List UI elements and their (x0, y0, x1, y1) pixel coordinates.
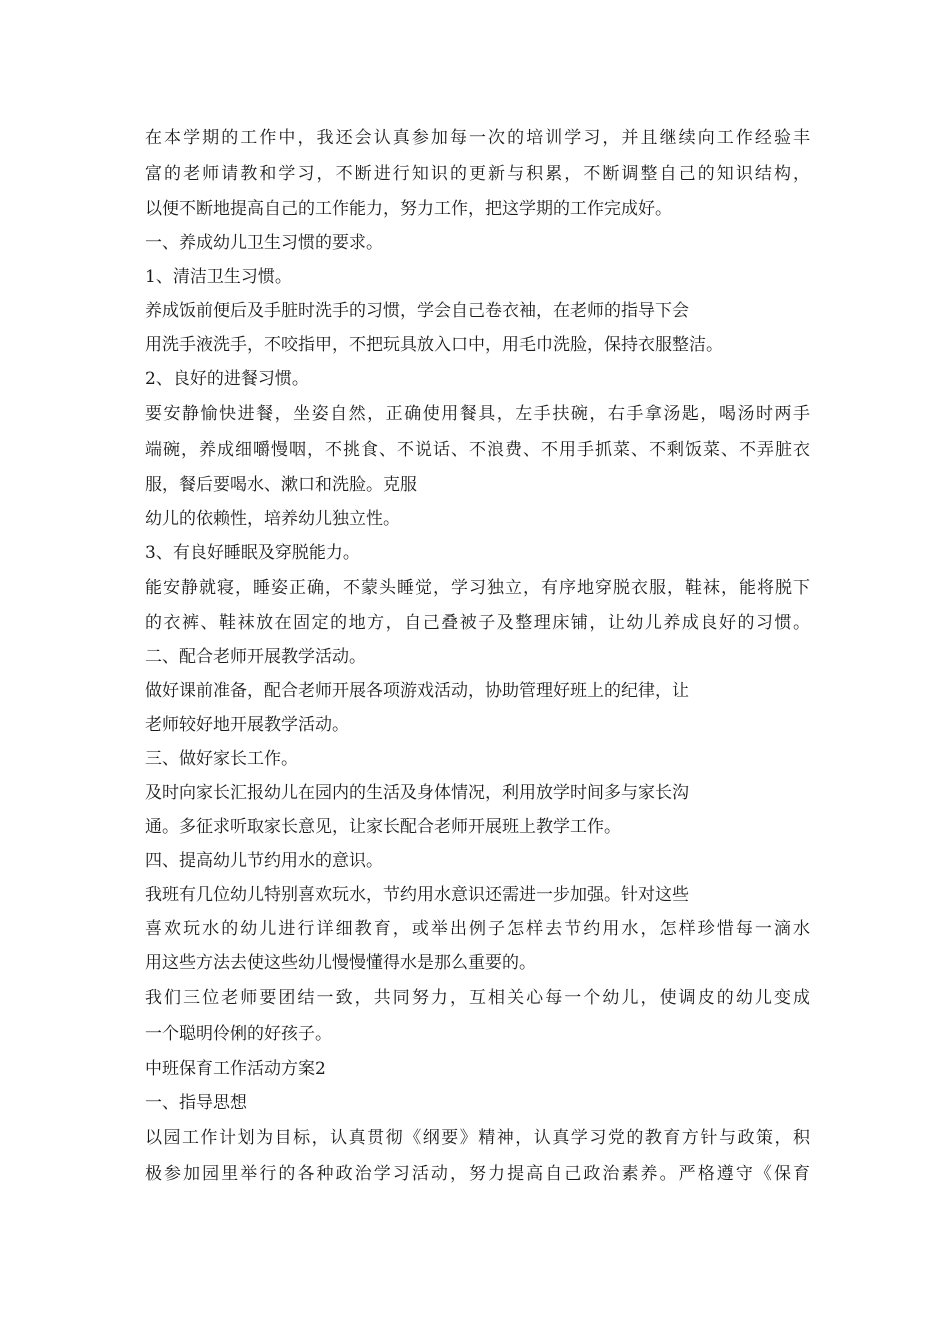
text-line-24: 喜欢玩水的幼儿进行详细教育，或举出例子怎样去节约用水，怎样珍惜每一滴水 (145, 919, 810, 939)
text-line-27: 一个聪明伶俐的好孩子。 (145, 1024, 332, 1044)
section-heading-3: 三、做好家长工作。 (145, 749, 298, 769)
text-line-31: 极参加园里举行的各种政治学习活动，努力提高自己政治素养。严格遵守《保育 (145, 1164, 810, 1184)
text-line-18: 老师较好地开展教学活动。 (145, 715, 349, 735)
text-line-21: 通。多征求听取家长意见，让家长配合老师开展班上教学工作。 (145, 817, 621, 837)
text-line-6: 养成饭前便后及手脏时洗手的习惯，学会自己卷衣袖，在老师的指导下会 (145, 301, 689, 321)
text-line-15: 的衣裤、鞋袜放在固定的地方，自己叠被子及整理床铺，让幼儿养成良好的习惯。 (145, 613, 810, 633)
section-heading-2: 二、配合老师开展教学活动。 (145, 647, 366, 667)
text-line-12: 幼儿的依赖性，培养幼儿独立性。 (145, 509, 400, 529)
text-line-11: 服，餐后要喝水、漱口和洗脸。克服 (145, 475, 417, 495)
subheading-3: 3、有良好睡眠及穿脱能力。 (145, 543, 360, 563)
text-line-7: 用洗手液洗手，不咬指甲，不把玩具放入口中，用毛巾洗脸，保持衣服整洁。 (145, 335, 723, 355)
text-line-20: 及时向家长汇报幼儿在园内的生活及身体情况，利用放学时间多与家长沟 (145, 783, 689, 803)
section-heading-1: 一、养成幼儿卫生习惯的要求。 (145, 233, 383, 253)
document-body (145, 120, 810, 1192)
text-line-14: 能安静就寝，睡姿正确，不蒙头睡觉，学习独立，有序地穿脱衣服，鞋袜，能将脱下 (145, 578, 810, 598)
text-line-9: 要安静愉快进餐，坐姿自然，正确使用餐具，左手扶碗，右手拿汤匙，喝汤时两手 (145, 404, 810, 424)
text-line-30: 以园工作计划为目标，认真贯彻《纲要》精神，认真学习党的教育方针与政策，积 (145, 1128, 810, 1148)
text-line-2: 富的老师请教和学习，不断进行知识的更新与积累，不断调整自己的知识结构， (145, 164, 810, 184)
text-line-3: 以便不断地提高自己的工作能力，努力工作，把这学期的工作完成好。 (145, 199, 672, 219)
document-title-2: 中班保育工作活动方案2 (145, 1059, 326, 1079)
text-line-25: 用这些方法去使这些幼儿慢慢懂得水是那么重要的。 (145, 953, 536, 973)
subheading-2: 2、良好的进餐习惯。 (145, 369, 309, 389)
text-line-10: 端碗，养成细嚼慢咽，不挑食、不说话、不浪费、不用手抓菜、不剩饭菜、不弄脏衣 (145, 440, 810, 460)
text-line-26: 我们三位老师要团结一致，共同努力，互相关心每一个幼儿，使调皮的幼儿变成 (145, 988, 810, 1008)
text-line-1: 在本学期的工作中，我还会认真参加每一次的培训学习，并且继续向工作经验丰 (145, 128, 810, 148)
subheading-1: 1、清洁卫生习惯。 (145, 267, 292, 287)
section-heading-guiding-thought: 一、指导思想 (145, 1093, 247, 1113)
section-heading-4: 四、提高幼儿节约用水的意识。 (145, 851, 383, 871)
text-line-23: 我班有几位幼儿特别喜欢玩水，节约用水意识还需进一步加强。针对这些 (145, 885, 689, 905)
text-line-17: 做好课前准备，配合老师开展各项游戏活动，协助管理好班上的纪律，让 (145, 681, 689, 701)
